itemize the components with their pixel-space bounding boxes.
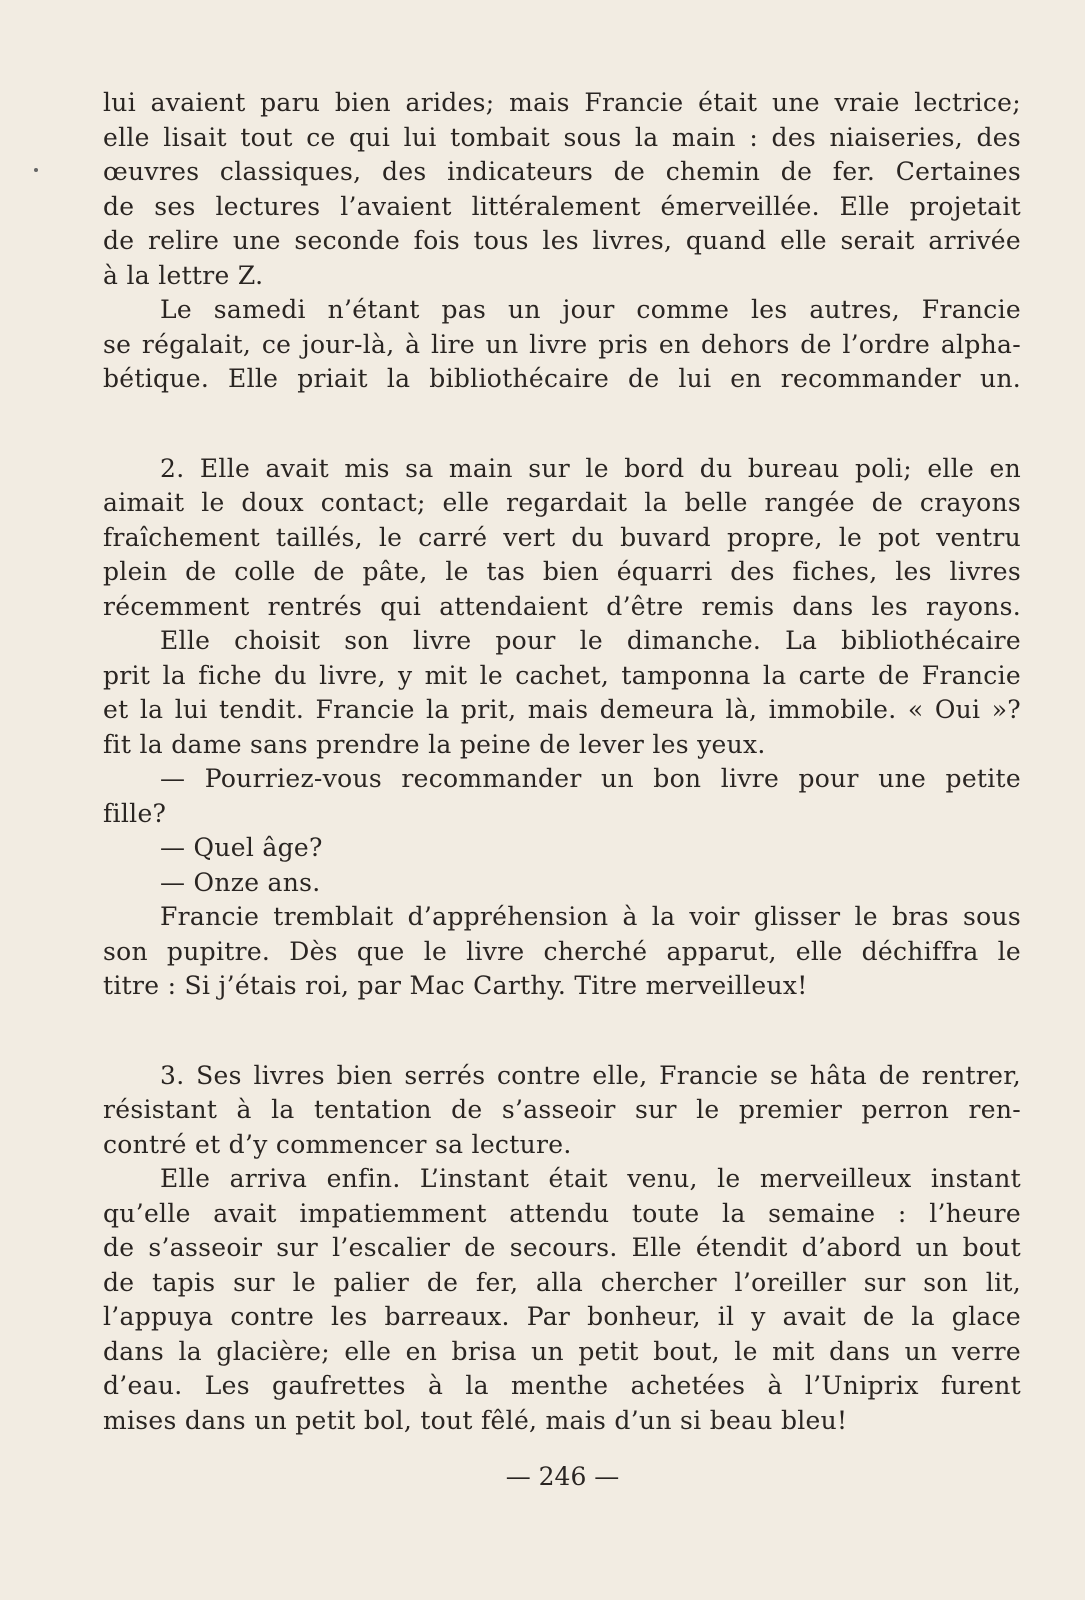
text-line: aimait le doux contact; elle regardait la belle rangée de crayons — [103, 488, 1021, 517]
page-body — [103, 86, 1021, 1438]
text-line: se régalait, ce jour-là, à lire un livre pris en dehors de l’ordre alpha- — [103, 329, 1021, 359]
text-line: Elle choisit son livre pour le dimanche. La bibliothécaire — [160, 626, 1021, 655]
text-section-2 — [103, 452, 1021, 1004]
text-line: — Onze ans. — [160, 867, 321, 897]
margin-speck — [34, 168, 38, 172]
text-section-3 — [103, 1059, 1021, 1439]
text-line: l’appuya contre les barreaux. Par bonheur, il y avait de la glace — [103, 1302, 1021, 1331]
text-line: qu’elle avait impatiemment attendu toute la semaine : l’heure — [103, 1198, 1021, 1228]
text-line: lui avaient paru bien arides; mais Francie était une vraie lectrice; — [103, 88, 1021, 117]
text-line: plein de colle de pâte, le tas bien équarri des fiches, les livres — [103, 557, 1021, 586]
text-line: de relire une seconde fois tous les livres, quand elle serait arrivée — [103, 226, 1021, 255]
text-line: de tapis sur le palier de fer, alla chercher l’oreiller sur son lit, — [103, 1267, 1021, 1297]
text-line: mises dans un petit bol, tout fêlé, mais d’un si beau bleu! — [103, 1405, 848, 1435]
text-line: récemment rentrés qui attendaient d’être remis dans les rayons. — [103, 591, 1021, 621]
text-line: 2. Elle avait mis sa main sur le bord du bureau poli; elle en — [160, 453, 1021, 483]
text-line: résistant à la tentation de s’asseoir sur le premier perron ren- — [103, 1095, 1021, 1124]
text-line: contré et d’y commencer sa lecture. — [103, 1129, 572, 1159]
text-line: dans la glacière; elle en brisa un petit bout, le mit dans un verre — [103, 1336, 1021, 1366]
text-line: prit la fiche du livre, y mit le cachet, tamponna la carte de Francie — [103, 660, 1021, 690]
text-line: fit la dame sans prendre la peine de lever les yeux. — [103, 729, 766, 759]
text-line: Elle arriva enfin. L’instant était venu, le merveilleux instant — [160, 1164, 1021, 1193]
text-line: de ses lectures l’avaient littéralement émerveillée. Elle projetait — [103, 191, 1021, 221]
text-line: — Quel âge? — [160, 833, 323, 862]
text-line: son pupitre. Dès que le livre cherché apparut, elle déchiffra le — [103, 936, 1021, 966]
text-line: titre : Si j’étais roi, par Mac Carthy. Titre merveilleux! — [103, 971, 808, 1000]
text-line: — Pourriez-vous recommander un bon livre pour une petite — [160, 764, 1021, 793]
text-line: œuvres classiques, des indicateurs de chemin de fer. Certaines — [103, 157, 1021, 186]
text-line: de s’asseoir sur l’escalier de secours. Elle étendit d’abord un bout — [103, 1233, 1021, 1262]
page-number: — 246 — — [505, 1462, 620, 1491]
text-line: fille? — [103, 798, 167, 828]
text-line: d’eau. Les gaufrettes à la menthe achetées à l’Uniprix furent — [103, 1371, 1021, 1400]
text-line: et la lui tendit. Francie la prit, mais demeura là, immobile. « Oui »? — [103, 695, 1021, 724]
text-line: Francie tremblait d’appréhension à la voir glisser le bras sous — [160, 902, 1021, 931]
text-line: bétique. Elle priait la bibliothécaire de lui en recommander un. — [103, 364, 1021, 393]
text-line: Le samedi n’étant pas un jour comme les autres, Francie — [160, 295, 1021, 324]
text-line: elle lisait tout ce qui lui tombait sous la main : des niaiseries, des — [103, 122, 1021, 152]
text-section-1 — [103, 86, 1021, 397]
text-line: fraîchement taillés, le carré vert du buvard propre, le pot ventru — [103, 522, 1021, 552]
text-line: à la lettre Z. — [103, 260, 264, 290]
text-line: 3. Ses livres bien serrés contre elle, Francie se hâta de rentrer, — [160, 1060, 1021, 1090]
